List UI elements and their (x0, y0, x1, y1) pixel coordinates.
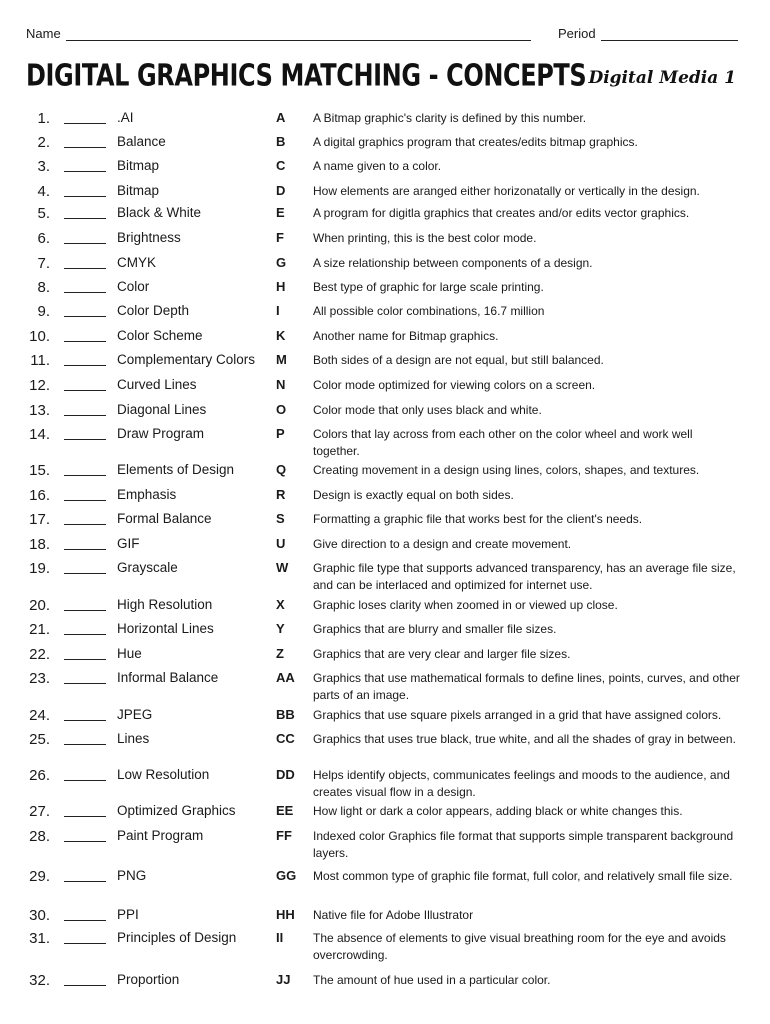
definition-text: Graphics that are blurry and smaller file sizes. (313, 622, 557, 636)
item-number: 12. (29, 377, 50, 394)
answer-blank[interactable] (64, 390, 106, 391)
answer-blank[interactable] (64, 123, 106, 124)
answer-blank[interactable] (64, 243, 106, 244)
definition-letter: U (276, 536, 286, 551)
definition-text: A program for digitla graphics that creates and/or edits vector graphics. (313, 206, 690, 220)
answer-blank[interactable] (64, 268, 106, 269)
answer-blank[interactable] (64, 573, 106, 574)
definition-letter: Y (276, 621, 285, 636)
definition-letter: W (276, 560, 289, 575)
header-row (26, 24, 738, 46)
item-number: 24. (29, 707, 50, 724)
answer-blank[interactable] (64, 171, 106, 172)
term-text: CMYK (117, 255, 157, 270)
definition-text: Another name for Bitmap graphics. (313, 329, 499, 343)
item-number: 22. (29, 646, 50, 663)
item-number: 4. (37, 183, 50, 200)
term-text: Curved Lines (117, 377, 197, 392)
answer-blank[interactable] (64, 920, 106, 921)
definition-letter: K (276, 328, 286, 343)
definition-text: All possible color combinations, 16.7 million (313, 304, 545, 318)
definition-letter: AA (276, 670, 295, 685)
term-text: Grayscale (117, 560, 178, 575)
answer-blank[interactable] (64, 500, 106, 501)
definition-letter: BB (276, 707, 295, 722)
item-number: 1. (37, 110, 50, 127)
term-text: Proportion (117, 972, 180, 987)
term-text: Black & White (117, 205, 202, 220)
definition-letter: R (276, 487, 286, 502)
term-text: PPI (117, 907, 139, 922)
period-label: Period (558, 26, 596, 41)
definition-text: Graphic loses clarity when zoomed in or viewed up close. (313, 598, 618, 612)
definition-letter: I (276, 303, 280, 318)
definition-text: Graphics that are very clear and larger file sizes. (313, 647, 571, 661)
answer-blank[interactable] (64, 634, 106, 635)
term-text: Lines (117, 731, 150, 746)
answer-blank[interactable] (64, 549, 106, 550)
definition-text: Native file for Adobe Illustrator (313, 908, 474, 922)
answer-blank[interactable] (64, 218, 106, 219)
definition-text: Indexed color Graphics file format that supports simple transparent background layers. (313, 829, 734, 860)
definition-letter: H (276, 279, 286, 294)
term-text: Low Resolution (117, 767, 210, 782)
definition-text: How elements are aranged either horizonatally or vertically in the design. (313, 184, 700, 198)
term-text: Emphasis (117, 487, 177, 502)
definition-letter: HH (276, 907, 295, 922)
item-number: 3. (37, 158, 50, 175)
item-number: 13. (29, 402, 50, 419)
definition-letter: II (276, 930, 284, 945)
answer-blank[interactable] (64, 365, 106, 366)
definition-letter: A (276, 110, 286, 125)
item-number: 25. (29, 731, 50, 748)
answer-blank[interactable] (64, 292, 106, 293)
definition-text: Give direction to a design and create movement. (313, 537, 572, 551)
term-text: Balance (117, 134, 166, 149)
definition-letter: D (276, 183, 286, 198)
term-text: Hue (117, 646, 142, 661)
term-text: PNG (117, 868, 147, 883)
definition-text: Color mode optimized for viewing colors on a screen. (313, 378, 596, 392)
definition-letter: FF (276, 828, 292, 843)
item-number: 17. (29, 511, 50, 528)
item-number: 30. (29, 907, 50, 924)
definition-letter: N (276, 377, 286, 392)
definition-letter: C (276, 158, 286, 173)
definition-letter: Z (276, 646, 284, 661)
term-text: Elements of Design (117, 462, 235, 477)
definition-text: Both sides of a design are not equal, but still balanced. (313, 353, 604, 367)
answer-blank[interactable] (64, 744, 106, 745)
definition-text: Graphics that uses true black, true white, and all the shades of gray in between. (313, 732, 736, 746)
item-number: 15. (29, 462, 50, 479)
answer-blank[interactable] (64, 985, 106, 986)
answer-blank[interactable] (64, 439, 106, 440)
definition-letter: Q (276, 462, 287, 477)
term-text: Diagonal Lines (117, 402, 207, 417)
definition-text: How light or dark a color appears, adding black or white changes this. (313, 804, 683, 818)
answer-blank[interactable] (64, 610, 106, 611)
answer-blank[interactable] (64, 816, 106, 817)
answer-blank[interactable] (64, 415, 106, 416)
definition-letter: EE (276, 803, 294, 818)
term-text: Color Scheme (117, 328, 203, 343)
item-number: 21. (29, 621, 50, 638)
definition-letter: G (276, 255, 287, 270)
item-number: 18. (29, 536, 50, 553)
definition-text: Best type of graphic for large scale printing. (313, 280, 544, 294)
page-subtitle: Digital Media 1 (588, 68, 736, 88)
definition-letter: GG (276, 868, 297, 883)
answer-blank[interactable] (64, 524, 106, 525)
definition-letter: S (276, 511, 285, 526)
definition-letter: M (276, 352, 287, 367)
item-number: 16. (29, 487, 50, 504)
item-number: 10. (29, 328, 50, 345)
item-number: 2. (37, 134, 50, 151)
item-number: 6. (37, 230, 50, 247)
item-number: 9. (37, 303, 50, 320)
item-number: 20. (29, 597, 50, 614)
answer-blank[interactable] (64, 683, 106, 684)
definition-letter: CC (276, 731, 295, 746)
definition-text: Graphics that use square pixels arranged in a grid that have assigned colors. (313, 708, 722, 722)
definition-text: The absence of elements to give visual breathing room for the eye and avoids overcrowding. (313, 931, 726, 962)
definition-text: Helps identify objects, communicates feelings and moods to the audience, and creates visual flow in a design. (313, 768, 730, 799)
name-blank-line[interactable] (66, 40, 531, 41)
answer-blank[interactable] (64, 780, 106, 781)
term-text: High Resolution (117, 597, 213, 612)
period-blank-line[interactable] (601, 40, 738, 41)
page-title: DIGITAL GRAPHICS MATCHING - CONCEPTS (26, 58, 587, 93)
definition-letter: P (276, 426, 285, 441)
definition-letter: DD (276, 767, 295, 782)
item-number: 5. (37, 205, 50, 222)
term-text: Horizontal Lines (117, 621, 214, 636)
term-text: .AI (117, 110, 134, 125)
term-text: Optimized Graphics (117, 803, 236, 818)
answer-blank[interactable] (64, 659, 106, 660)
definition-text: Creating movement in a design using lines, colors, shapes, and textures. (313, 463, 700, 477)
definition-text: Graphics that use mathematical formals to define lines, points, curves, and other parts of an image. (313, 671, 740, 702)
item-number: 23. (29, 670, 50, 687)
item-number: 11. (30, 352, 50, 369)
answer-blank[interactable] (64, 316, 106, 317)
definition-text: Design is exactly equal on both sides. (313, 488, 514, 502)
definition-letter: JJ (276, 972, 291, 987)
term-text: Bitmap (117, 158, 160, 173)
definition-letter: E (276, 205, 285, 220)
term-text: Complementary Colors (117, 352, 256, 367)
answer-blank[interactable] (64, 881, 106, 882)
definition-letter: F (276, 230, 284, 245)
term-text: Formal Balance (117, 511, 212, 526)
definition-letter: X (276, 597, 285, 612)
term-text: Brightness (117, 230, 181, 245)
answer-blank[interactable] (64, 341, 106, 342)
definition-text: Graphic file type that supports advanced transparency, has an average file size, and can be interlaced and optimized for internet use. (313, 561, 736, 592)
answer-blank[interactable] (64, 196, 106, 197)
definition-text: A digital graphics program that creates/edits bitmap graphics. (313, 135, 638, 149)
definition-text: A size relationship between components of a design. (313, 256, 593, 270)
definition-text: Most common type of graphic file format, full color, and relatively small file size. (313, 869, 733, 883)
item-number: 29. (29, 868, 50, 885)
name-label: Name (26, 26, 61, 41)
definition-text: Colors that lay across from each other on the color wheel and work well together. (313, 427, 693, 458)
answer-blank[interactable] (64, 720, 106, 721)
item-number: 26. (29, 767, 50, 784)
definition-text: A Bitmap graphic's clarity is defined by this number. (313, 111, 587, 125)
item-number: 27. (29, 803, 50, 820)
item-number: 7. (37, 255, 50, 272)
term-text: JPEG (117, 707, 153, 722)
term-text: Paint Program (117, 828, 204, 843)
definition-letter: B (276, 134, 286, 149)
answer-blank[interactable] (64, 147, 106, 148)
definition-text: The amount of hue used in a particular color. (313, 973, 551, 987)
item-number: 32. (29, 972, 50, 989)
term-text: Bitmap (117, 183, 160, 198)
answer-blank[interactable] (64, 475, 106, 476)
definition-letter: O (276, 402, 287, 417)
definition-text: When printing, this is the best color mode. (313, 231, 537, 245)
term-text: Color (117, 279, 150, 294)
item-number: 31. (29, 930, 50, 947)
item-number: 14. (29, 426, 50, 443)
term-text: GIF (117, 536, 140, 551)
answer-blank[interactable] (64, 943, 106, 944)
term-text: Principles of Design (117, 930, 237, 945)
answer-blank[interactable] (64, 841, 106, 842)
term-text: Draw Program (117, 426, 205, 441)
definition-text: A name given to a color. (313, 159, 442, 173)
definition-text: Formatting a graphic file that works best for the client's needs. (313, 512, 643, 526)
term-text: Informal Balance (117, 670, 219, 685)
item-number: 19. (29, 560, 50, 577)
term-text: Color Depth (117, 303, 190, 318)
item-number: 8. (37, 279, 50, 296)
item-number: 28. (29, 828, 50, 845)
definition-text: Color mode that only uses black and white. (313, 403, 542, 417)
